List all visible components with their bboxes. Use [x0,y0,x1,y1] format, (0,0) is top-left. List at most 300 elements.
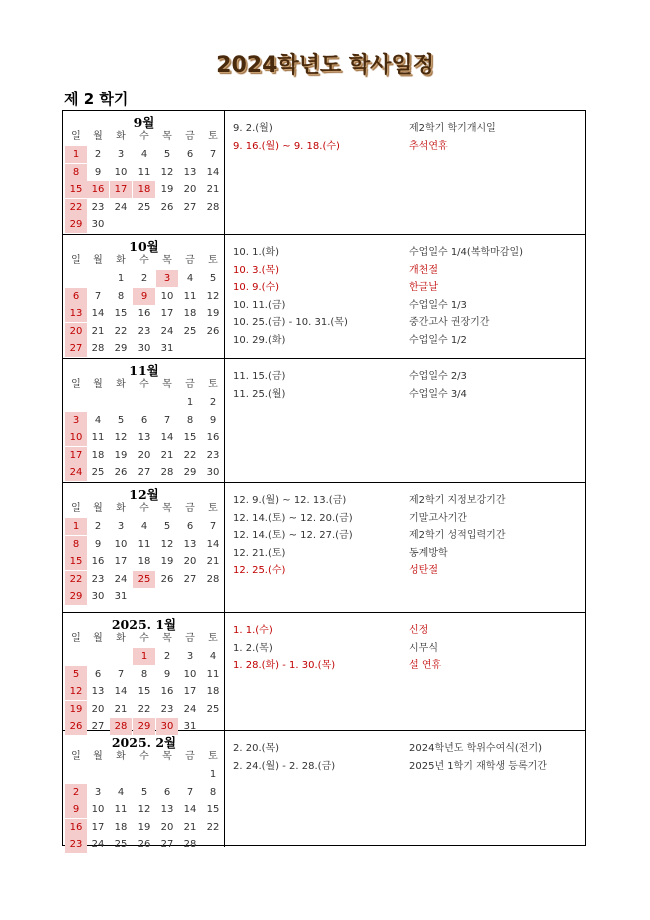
calendar-day: 11 [91,432,105,443]
calendar-day: 4 [140,521,148,532]
month-calendar [63,483,225,612]
calendar-day: 28 [206,573,220,585]
calendar-day: 5 [209,273,217,284]
calendar-day: 16 [206,432,220,443]
calendar-day: 14 [206,538,220,550]
calendar-day: 24 [65,464,87,481]
calendar-day: 13 [183,538,197,550]
calendar-day: 17 [65,447,87,464]
event-date: 1. 2.(목) [233,642,273,654]
weekday-header: 목 [162,751,172,762]
month-title: 11월 [129,363,159,378]
calendar-day: 25 [133,571,155,588]
calendar-day: 7 [186,786,194,798]
calendar-day: 23 [65,836,87,853]
calendar-day: 28 [91,343,105,354]
weekday-header: 토 [208,131,218,142]
calendar-day: 3 [117,521,125,532]
calendar-day: 18 [91,449,105,461]
calendar-day: 22 [183,449,197,461]
weekday-header: 월 [93,503,103,514]
weekday-header: 월 [93,633,103,644]
calendar-day: 5 [140,786,148,798]
calendar-day: 22 [114,325,128,337]
event-date: 1. 1.(수) [233,625,273,636]
weekday-header: 목 [162,633,172,644]
event-description: 제2학기 지정보강기간 [409,495,506,506]
calendar-day: 19 [206,308,220,319]
semester-heading: 제 2 학기 [64,90,129,108]
event-row [233,138,583,155]
calendar-day: 28 [183,839,197,850]
calendar-day: 11 [206,668,220,680]
calendar-day: 2 [163,651,171,662]
calendar-day: 24 [91,839,105,850]
month-title: 12월 [129,487,159,502]
event-row [233,562,583,579]
calendar-day: 1 [117,273,125,284]
event-date: 10. 1.(화) [233,247,280,258]
weekday-header: 금 [185,751,195,762]
calendar-day: 21 [91,325,105,337]
calendar-day: 27 [137,467,151,478]
calendar-day: 14 [91,308,105,319]
weekday-header: 일 [71,751,81,762]
calendar-day: 17 [110,181,132,198]
calendar-day: 6 [65,288,87,305]
event-description: 수업일수 1/3 [409,299,467,311]
calendar-day: 22 [206,821,220,833]
event-date: 10. 29.(화) [233,334,286,346]
calendar-day: 29 [183,467,197,478]
calendar-day: 22 [137,703,151,715]
calendar-day: 28 [110,718,132,735]
calendar-day: 30 [206,467,220,478]
calendar-day: 22 [65,199,87,216]
event-description: 수업일수 2/3 [409,371,467,382]
calendar-day: 22 [65,571,87,588]
calendar-day: 6 [140,414,148,426]
calendar-day: 13 [137,432,151,443]
calendar-day: 21 [114,703,128,715]
calendar-day: 5 [163,521,171,532]
weekday-header: 목 [162,503,172,514]
event-date: 1. 28.(화) - 1. 30.(목) [233,660,336,671]
calendar-day: 31 [160,343,174,354]
event-description: 2025년 1학기 재학생 등록기간 [409,760,547,772]
calendar-day: 27 [183,573,197,585]
calendar-day: 18 [133,181,155,198]
weekday-header: 금 [185,633,195,644]
weekday-header: 수 [139,379,149,390]
event-row [233,527,583,544]
weekday-header: 목 [162,255,172,266]
calendar-day: 11 [114,804,128,815]
calendar-day: 10 [160,290,174,302]
calendar-day: 7 [209,149,217,160]
calendar-day: 23 [206,449,220,461]
weekday-header: 토 [208,379,218,390]
event-row [233,297,583,314]
weekday-header: 화 [116,503,126,514]
month-title: 2025. 1월 [111,617,177,632]
calendar-day: 30 [91,591,105,602]
event-date: 2. 20.(목) [233,743,280,754]
calendar-day: 8 [65,164,87,181]
month-calendar [63,359,225,482]
calendar-day: 24 [114,201,128,213]
calendar-day: 29 [114,343,128,354]
calendar-day: 5 [163,149,171,160]
calendar-day: 20 [183,184,197,195]
calendar-day: 12 [160,166,174,178]
calendar-day: 1 [186,397,194,408]
calendar-day: 12 [114,432,128,443]
month-block [63,235,585,359]
calendar-day: 27 [65,340,87,357]
calendar-day: 4 [209,651,217,662]
calendar-day: 26 [160,573,174,585]
weekday-header: 일 [71,633,81,644]
calendar-day: 12 [160,538,174,550]
event-description: 중간고사 권장기간 [409,317,490,328]
calendar-day: 10 [65,429,87,446]
calendar-day: 15 [137,686,151,697]
event-row [233,740,583,757]
event-date: 10. 25.(금) - 10. 31.(목) [233,317,348,328]
event-description: 개천절 [409,264,438,276]
calendar-day: 13 [65,305,87,322]
calendar-day: 3 [186,651,194,662]
calendar-day: 9 [163,668,171,680]
calendar-day: 17 [183,686,197,697]
event-date: 12. 21.(토) [233,547,286,559]
month-events [233,111,583,234]
calendar-day: 3 [94,786,102,798]
calendar-day: 12 [137,804,151,815]
calendar-day: 12 [65,683,87,700]
calendar-day: 26 [137,839,151,850]
calendar-day: 31 [114,591,128,602]
month-calendar [63,731,225,850]
event-date: 11. 15.(금) [233,371,286,382]
month-block [63,731,585,850]
event-date: 12. 25.(수) [233,565,286,576]
calendar-day: 10 [114,166,128,178]
weekday-header: 화 [116,379,126,390]
calendar-day: 6 [163,786,171,798]
event-description: 시무식 [409,642,438,654]
calendar-day: 2 [209,397,217,408]
calendar-day: 24 [183,703,197,715]
weekday-header: 일 [71,255,81,266]
month-block [63,359,585,483]
calendar-day: 11 [183,290,197,302]
weekday-header: 월 [93,751,103,762]
weekday-header: 화 [116,633,126,644]
month-calendar [63,235,225,358]
event-date: 10. 11.(금) [233,299,286,311]
calendar-day: 4 [186,273,194,284]
calendar-day: 10 [114,538,128,550]
event-description: 수업일수 1/4(복학마감일) [409,247,524,258]
calendar-day: 11 [137,166,151,178]
calendar-day: 28 [160,467,174,478]
calendar-day: 26 [206,325,220,337]
calendar-day: 13 [91,686,105,697]
calendar-day: 17 [160,308,174,319]
calendar-day: 24 [114,573,128,585]
weekday-header: 목 [162,379,172,390]
calendar-day: 20 [183,556,197,567]
event-description: 제2학기 학기개시일 [409,123,496,134]
weekday-header: 수 [139,255,149,266]
calendar-day: 17 [91,821,105,833]
event-description: 설 연휴 [409,660,442,671]
calendar-day: 21 [206,184,220,195]
weekday-header: 일 [71,131,81,142]
calendar-day: 1 [65,518,87,535]
calendar-day: 2 [140,273,148,284]
month-events [233,483,583,612]
calendar-day: 9 [133,288,155,305]
calendar-day: 15 [65,553,87,570]
weekday-header: 토 [208,255,218,266]
event-row [233,492,583,509]
calendar-day: 30 [137,343,151,354]
weekday-header: 수 [139,131,149,142]
weekday-header: 화 [116,255,126,266]
calendar-day: 16 [87,181,109,198]
calendar-day: 16 [65,819,87,836]
event-date: 12. 9.(월) ~ 12. 13.(금) [233,495,347,506]
calendar-day: 10 [91,804,105,815]
event-description: 신정 [409,625,429,636]
calendar-day: 29 [65,588,87,605]
event-row [233,368,583,385]
calendar-day: 12 [206,290,220,302]
calendar-day: 1 [133,648,155,665]
calendar-day: 6 [94,668,102,680]
event-date: 11. 25.(월) [233,388,286,400]
calendar-day: 13 [183,166,197,178]
calendar-day: 9 [65,801,87,818]
calendar-day: 14 [160,432,174,443]
calendar-day: 19 [65,701,87,718]
event-description: 2024학년도 학위수여식(전기) [409,743,543,754]
weekday-header: 수 [139,751,149,762]
calendar-day: 26 [160,201,174,213]
weekday-header: 월 [93,379,103,390]
calendar-day: 23 [160,703,174,715]
weekday-header: 토 [208,633,218,644]
calendar-day: 4 [140,149,148,160]
calendar-day: 16 [91,556,105,567]
calendar-day: 24 [160,325,174,337]
calendar-day: 18 [114,821,128,833]
calendar-day: 2 [65,784,87,801]
month-events [233,235,583,358]
month-block [63,613,585,731]
calendar-day: 7 [209,521,217,532]
event-row [233,279,583,296]
calendar-day: 25 [206,703,220,715]
event-description: 동계방학 [409,547,448,559]
event-date: 10. 9.(수) [233,282,280,293]
calendar-day: 17 [114,556,128,567]
event-row [233,622,583,639]
event-row [233,510,583,527]
calendar-day: 9 [209,414,217,426]
event-description: 기말고사기간 [409,512,467,524]
calendar-day: 15 [183,432,197,443]
calendar-day: 25 [91,467,105,478]
calendar-day: 2 [94,521,102,532]
calendar-day: 15 [206,804,220,815]
calendar-day: 8 [209,786,217,798]
month-title: 10월 [129,239,159,254]
calendar-day: 20 [65,323,87,340]
calendar-day: 15 [65,181,87,198]
calendar-day: 11 [137,538,151,550]
event-row [233,120,583,137]
calendar-day: 25 [137,201,151,213]
calendar-day: 27 [91,721,105,732]
calendar-day: 8 [65,536,87,553]
event-date: 10. 3.(목) [233,264,280,276]
calendar-day: 27 [160,839,174,850]
calendar-day: 19 [160,556,174,567]
calendar-day: 18 [137,556,151,567]
event-row [233,758,583,775]
weekday-header: 금 [185,503,195,514]
calendar-day: 14 [206,166,220,178]
calendar-day: 31 [183,721,197,732]
month-block [63,111,585,235]
weekday-header: 금 [185,255,195,266]
calendar-day: 13 [160,804,174,815]
calendar-day: 19 [160,184,174,195]
calendar-day: 3 [117,149,125,160]
calendar-day: 27 [183,201,197,213]
calendar-day: 5 [117,414,125,426]
event-date: 12. 14.(토) ~ 12. 20.(금) [233,512,353,524]
calendar-day: 26 [114,467,128,478]
weekday-header: 일 [71,503,81,514]
event-row [233,262,583,279]
weekday-header: 금 [185,131,195,142]
event-row [233,386,583,403]
event-date: 2. 24.(월) - 2. 28.(금) [233,760,336,772]
calendar-day: 21 [183,821,197,833]
weekday-header: 금 [185,379,195,390]
event-description: 수업일수 3/4 [409,388,467,400]
month-events [233,359,583,482]
calendar-day: 4 [117,786,125,798]
calendar-day: 3 [156,270,178,287]
event-row [233,314,583,331]
calendar-day: 4 [94,414,102,426]
calendar-day: 19 [137,821,151,833]
weekday-header: 화 [116,131,126,142]
weekday-header: 토 [208,751,218,762]
month-title: 2025. 2월 [111,735,177,750]
calendar-day: 14 [183,804,197,815]
calendar-day: 20 [91,703,105,715]
calendar-day: 23 [137,325,151,337]
event-description: 제2학기 성적입력기간 [409,530,506,541]
weekday-header: 화 [116,751,126,762]
month-calendar [63,111,225,234]
event-description: 성탄절 [409,565,438,576]
event-row [233,332,583,349]
event-row [233,545,583,562]
event-row [233,640,583,657]
calendar-day: 20 [160,821,174,833]
weekday-header: 토 [208,503,218,514]
calendar-day: 30 [156,718,178,735]
calendar-day: 23 [91,573,105,585]
event-row [233,244,583,261]
event-description: 한글날 [409,282,438,293]
calendar-day: 20 [137,449,151,461]
calendar-day: 25 [183,325,197,337]
event-description: 추석연휴 [409,140,448,152]
calendar-day: 19 [114,449,128,461]
calendar-day: 18 [206,686,220,697]
calendar-day: 26 [65,718,87,735]
calendar-day: 6 [186,521,194,532]
weekday-header: 수 [139,503,149,514]
event-description: 수업일수 1/2 [409,334,467,346]
calendar-day: 23 [91,201,105,213]
event-row [233,657,583,674]
calendar-day: 29 [133,718,155,735]
schedule-table [62,110,586,850]
weekday-header: 일 [71,379,81,390]
weekday-header: 수 [139,633,149,644]
calendar-day: 10 [183,668,197,680]
calendar-day: 1 [209,769,217,780]
calendar-day: 9 [94,166,102,178]
calendar-day: 1 [65,146,87,163]
event-date: 9. 16.(월) ~ 9. 18.(수) [233,140,340,152]
month-events [233,613,583,730]
calendar-day: 25 [114,839,128,850]
calendar-day: 7 [94,290,102,302]
calendar-day: 2 [94,149,102,160]
calendar-day: 28 [206,201,220,213]
page-title: 2024학년도 학사일정 [216,53,434,78]
event-date: 12. 14.(토) ~ 12. 27.(금) [233,530,353,541]
calendar-day: 16 [160,686,174,697]
calendar-day: 5 [65,666,87,683]
weekday-header: 목 [162,131,172,142]
month-block [63,483,585,613]
calendar-day: 14 [114,686,128,697]
calendar-day: 8 [140,668,148,680]
month-events [233,731,583,847]
calendar-day: 9 [94,538,102,550]
calendar-day: 8 [117,290,125,302]
calendar-day: 21 [206,556,220,567]
month-calendar [63,613,225,730]
calendar-day: 18 [183,308,197,319]
calendar-day: 6 [186,149,194,160]
calendar-day: 8 [186,414,194,426]
weekday-header: 월 [93,255,103,266]
month-title: 9월 [133,115,155,130]
